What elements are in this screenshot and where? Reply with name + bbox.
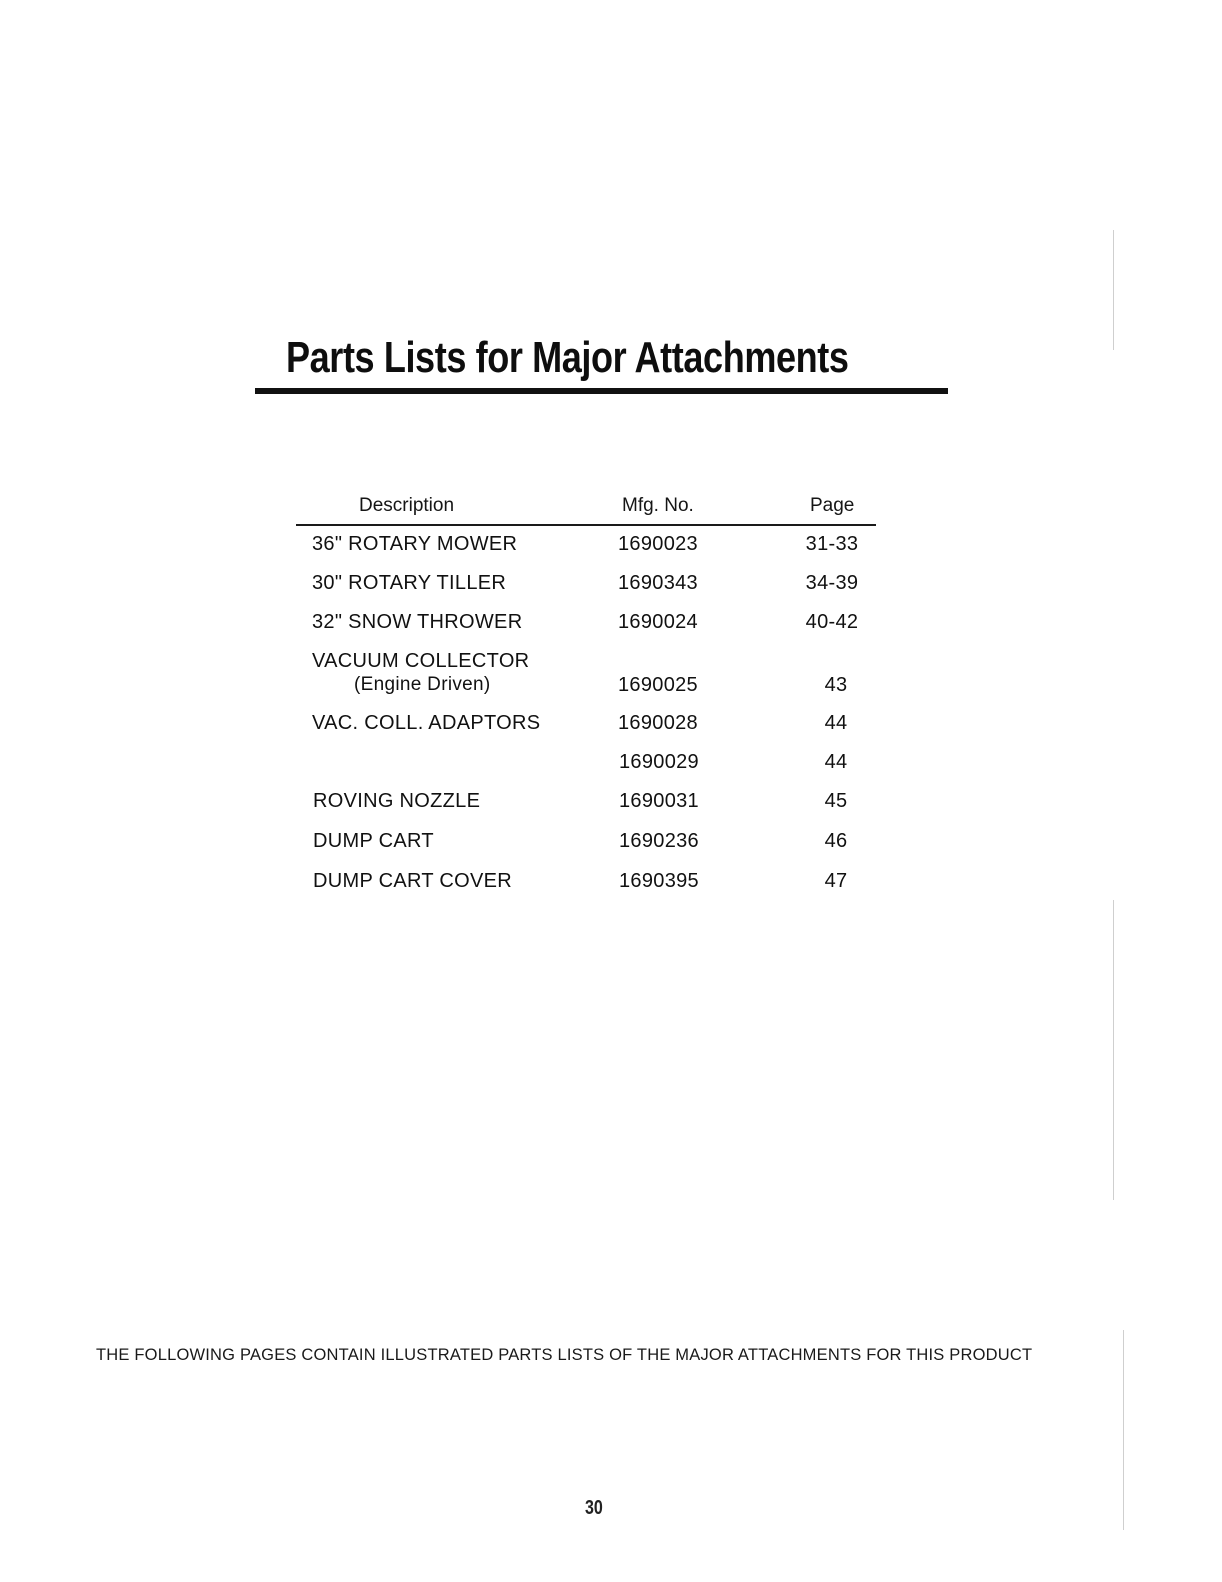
scan-edge-mark	[1123, 1330, 1124, 1530]
footer-note: THE FOLLOWING PAGES CONTAIN ILLUSTRATED PARTS LISTS OF THE MAJOR ATTACHMENTS FOR THIS PRODUCT	[96, 1346, 1033, 1364]
row-page: 43	[824, 674, 848, 696]
row-description-subtitle: (Engine Driven)	[354, 674, 491, 695]
row-page: 46	[824, 830, 848, 852]
row-mfg-no: 1690343	[618, 572, 698, 594]
row-description: DUMP CART COVER	[313, 870, 512, 892]
row-description: 30" ROTARY TILLER	[312, 572, 507, 594]
row-page: 44	[824, 751, 848, 773]
row-mfg-no: 1690031	[619, 790, 699, 812]
row-mfg-no: 1690395	[619, 870, 699, 892]
row-page: 44	[824, 712, 848, 734]
row-mfg-no: 1690029	[619, 751, 699, 773]
row-description: DUMP CART	[313, 830, 434, 852]
page-number: 30	[585, 1497, 603, 1519]
row-mfg-no: 1690023	[618, 533, 698, 555]
header-divider	[296, 524, 876, 526]
row-mfg-no: 1690236	[619, 830, 699, 852]
row-description: VACUUM COLLECTOR	[312, 650, 530, 672]
scan-edge-mark	[1113, 230, 1114, 350]
row-description: VAC. COLL. ADAPTORS	[312, 712, 541, 734]
column-header-page: Page	[810, 495, 855, 516]
row-page: 45	[824, 790, 848, 812]
row-description: 36" ROTARY MOWER	[312, 533, 518, 555]
row-mfg-no: 1690028	[618, 712, 698, 734]
row-page: 31-33	[805, 533, 859, 555]
row-mfg-no: 1690024	[618, 611, 698, 633]
scan-edge-mark	[1113, 900, 1114, 1200]
column-header-description: Description	[359, 495, 455, 516]
page-title: Parts Lists for Major Attachments	[286, 333, 849, 382]
row-page: 40-42	[805, 611, 859, 633]
row-mfg-no: 1690025	[618, 674, 698, 696]
title-underline	[255, 388, 948, 394]
column-header-mfg-no: Mfg. No.	[622, 495, 694, 516]
row-description: ROVING NOZZLE	[313, 790, 481, 812]
row-page: 34-39	[805, 572, 859, 594]
row-description: 32" SNOW THROWER	[312, 611, 523, 633]
row-page: 47	[824, 870, 848, 892]
